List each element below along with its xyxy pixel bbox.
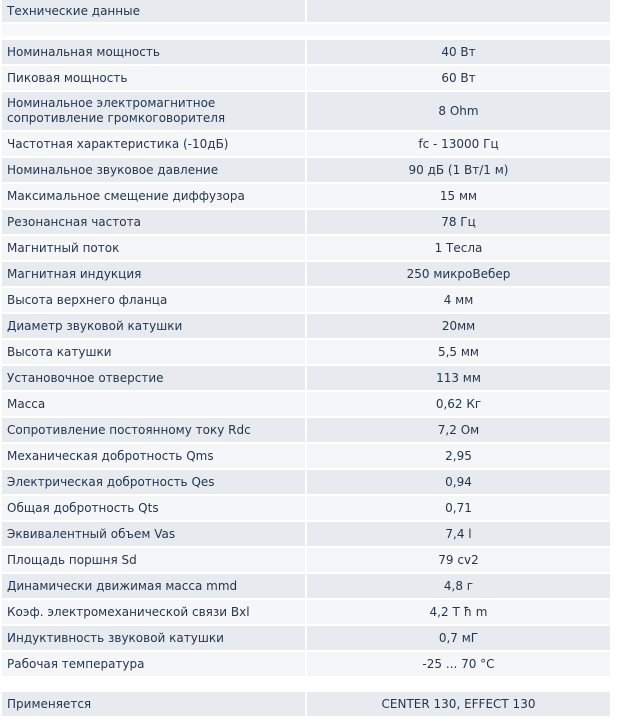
spec-label: Коэф. электромеханической связи Bxl [2, 600, 305, 624]
spec-value: 90 дБ (1 Вт/1 м) [305, 158, 610, 182]
spec-label: Максимальное смещение диффузора [2, 184, 305, 208]
spec-label: Масса [2, 392, 305, 416]
footer-row [2, 692, 610, 718]
spec-label: Механическая добротность Qms [2, 444, 305, 468]
spec-value: 113 мм [305, 366, 610, 390]
spec-value: 8 Ohm [305, 92, 610, 130]
table-row [2, 340, 610, 366]
spec-label: Магнитный поток [2, 236, 305, 260]
table-row [2, 444, 610, 470]
table-row [2, 40, 610, 66]
spec-label: Индуктивность звуковой катушки [2, 626, 305, 650]
spec-label: Эквивалентный объем Vas [2, 522, 305, 546]
footer-value: CENTER 130, EFFECT 130 [305, 692, 610, 716]
spec-value: 2,95 [305, 444, 610, 468]
spacer [2, 24, 610, 38]
table-row [2, 66, 610, 92]
table-row [2, 522, 610, 548]
spec-label: Площадь поршня Sd [2, 548, 305, 572]
spec-value: 78 Гц [305, 210, 610, 234]
spec-value: 40 Вт [305, 40, 610, 64]
header-table [2, 0, 610, 38]
spec-value: 250 микроВебер [305, 262, 610, 286]
table-row [2, 288, 610, 314]
spec-value: fc - 13000 Гц [305, 132, 610, 156]
spec-value: -25 ... 70 °C [305, 652, 610, 676]
spec-value: 20мм [305, 314, 610, 338]
spec-label: Номинальное звуковое давление [2, 158, 305, 182]
spec-label: Резонансная частота [2, 210, 305, 234]
table-row [2, 158, 610, 184]
spec-value: 0,71 [305, 496, 610, 520]
spec-label: Динамически движимая масса mmd [2, 574, 305, 598]
footer-label: Применяется [2, 692, 305, 716]
spec-label: Номинальное электромагнитное сопротивление громкоговорителя [2, 92, 305, 130]
table-row [2, 236, 610, 262]
footer-table [2, 692, 610, 718]
spec-value: 0,94 [305, 470, 610, 494]
spec-label: Сопротивление постоянному току Rdc [2, 418, 305, 442]
table-row [2, 574, 610, 600]
spec-value: 4,2 T ħ m [305, 600, 610, 624]
table-row [2, 392, 610, 418]
spec-value: 15 мм [305, 184, 610, 208]
table-row [2, 548, 610, 574]
spec-value: 79 cv2 [305, 548, 610, 572]
table-row [2, 470, 610, 496]
table-row [2, 652, 610, 678]
table-row [2, 626, 610, 652]
header-row [2, 0, 610, 24]
spec-table [2, 40, 610, 678]
table-row [2, 418, 610, 444]
header-label: Технические данные [2, 0, 305, 22]
spec-value: 60 Вт [305, 66, 610, 90]
spec-label: Рабочая температура [2, 652, 305, 676]
spec-label: Пиковая мощность [2, 66, 305, 90]
spec-value: 0,62 Кг [305, 392, 610, 416]
table-row [2, 600, 610, 626]
spec-label: Магнитная индукция [2, 262, 305, 286]
spec-value: 4,8 г [305, 574, 610, 598]
table-row [2, 210, 610, 236]
spec-value: 0,7 мГ [305, 626, 610, 650]
table-row [2, 92, 610, 132]
spec-label: Номинальная мощность [2, 40, 305, 64]
spec-value: 5,5 мм [305, 340, 610, 364]
table-row [2, 366, 610, 392]
table-row [2, 184, 610, 210]
spec-label: Высота катушки [2, 340, 305, 364]
spec-label: Общая добротность Qts [2, 496, 305, 520]
spec-label: Электрическая добротность Qes [2, 470, 305, 494]
table-row [2, 314, 610, 340]
table-row [2, 262, 610, 288]
spec-value: 7,4 l [305, 522, 610, 546]
spec-label: Диаметр звуковой катушки [2, 314, 305, 338]
header-value [305, 0, 610, 22]
spec-label: Установочное отверстие [2, 366, 305, 390]
table-row [2, 132, 610, 158]
spec-label: Частотная характеристика (-10дБ) [2, 132, 305, 156]
spec-value: 1 Тесла [305, 236, 610, 260]
spec-value: 7,2 Ом [305, 418, 610, 442]
spec-value: 4 мм [305, 288, 610, 312]
spec-label: Высота верхнего фланца [2, 288, 305, 312]
table-row [2, 496, 610, 522]
